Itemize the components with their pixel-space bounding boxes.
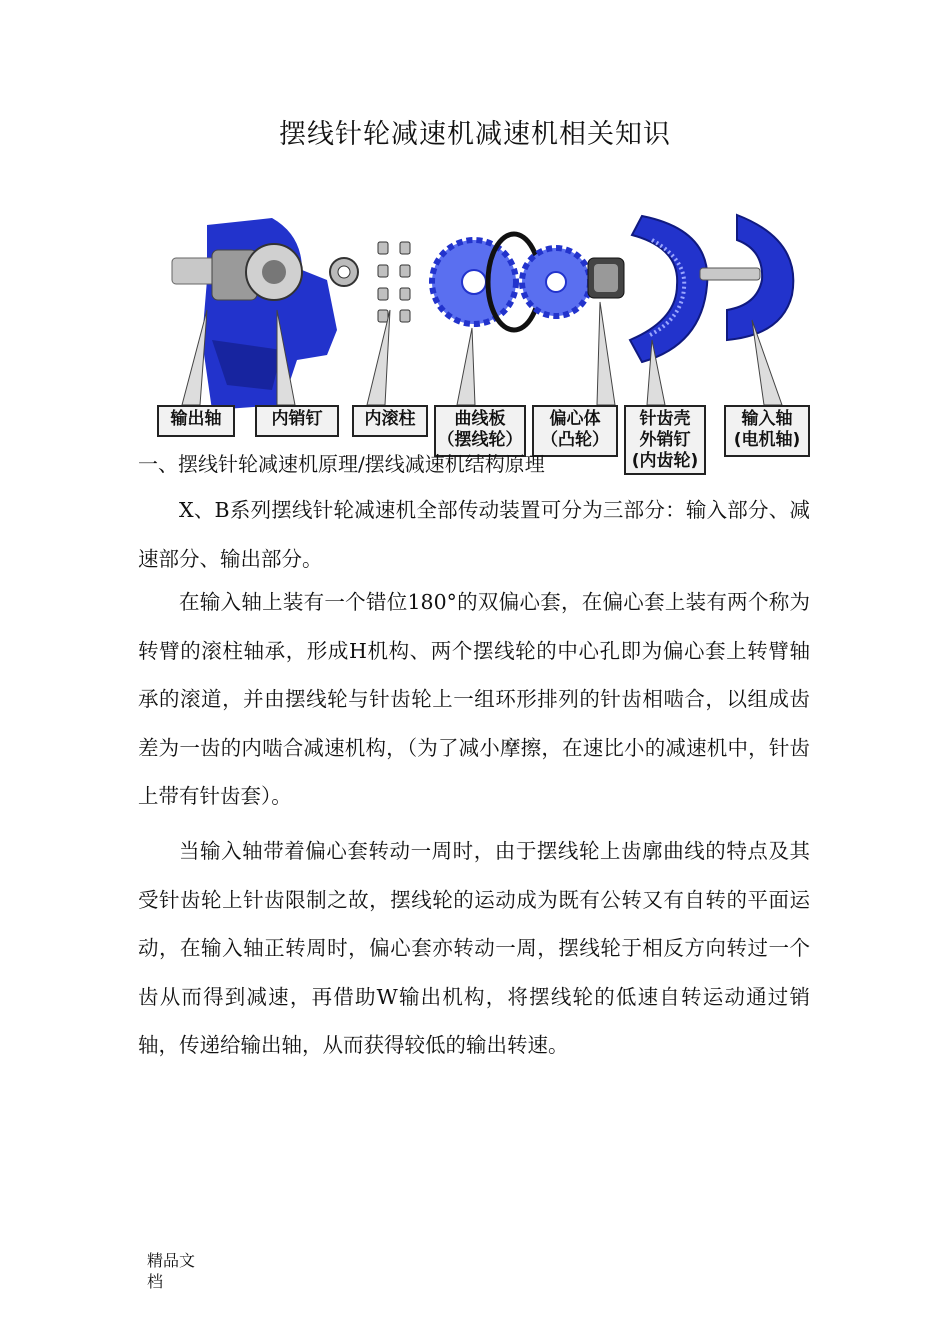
label-text: 偏心体 <box>549 409 601 429</box>
label-pin-gear-housing <box>624 405 706 475</box>
label-text: (电机轴) <box>733 430 801 450</box>
label-text: 外销钉 <box>639 430 691 450</box>
paragraph: 当输入轴带着偏心套转动一周时，由于摆线轮上齿廓曲线的特点及其受针齿轮上针齿限制之故，摆线轮的运动成为既有公转又有自转的平面运动，在输入轴正转周时，偏心套亦转动一周，摆线轮于相反方向转过一个齿从而得到减速，再借助W输出机构，将摆线轮的低速自转运动通过销轴，传递给输出轴，从而获得较低的输出转速。 <box>138 839 810 1057</box>
paragraph: 在输入轴上装有一个错位180°的双偏心套，在偏心套上装有两个称为转臂的滚柱轴承，形成H机构、两个摆线轮的中心孔即为偏心套上转臂轴承的滚道，并由摆线轮与针齿轮上一组环形排列的针齿相啮合，以组成齿差为一齿的内啮合减速机构，（为了减小摩擦，在速比小的减速机中，针齿上带有针齿套）。 <box>138 590 810 808</box>
label-input-shaft <box>724 405 810 457</box>
paragraph: X、B系列摆线针轮减速机全部传动装置可分为三部分：输入部分、减速部分、输出部分。 <box>138 498 810 571</box>
label-text: (内齿轮) <box>631 451 699 471</box>
label-text: 输出轴 <box>170 409 222 429</box>
label-output-shaft <box>157 405 235 437</box>
footer-note: 精品文档 <box>147 1251 196 1291</box>
section-heading: 一、摆线针轮减速机原理/摆线减速机结构原理 <box>138 452 545 476</box>
label-inner-roller <box>352 405 428 437</box>
label-text: （摆线轮） <box>437 430 523 450</box>
label-inner-pin <box>255 405 339 437</box>
exploded-reducer-diagram <box>152 210 812 471</box>
label-eccentric <box>532 405 618 457</box>
label-text: 曲线板 <box>454 409 506 429</box>
label-text: 内销钉 <box>271 409 323 429</box>
label-text: 输入轴 <box>741 409 793 429</box>
label-text: 内滚柱 <box>364 409 416 429</box>
label-text: （凸轮） <box>541 430 609 450</box>
page-title: 摆线针轮减速机减速机相关知识 <box>279 119 671 150</box>
label-text: 针齿壳 <box>639 409 691 429</box>
